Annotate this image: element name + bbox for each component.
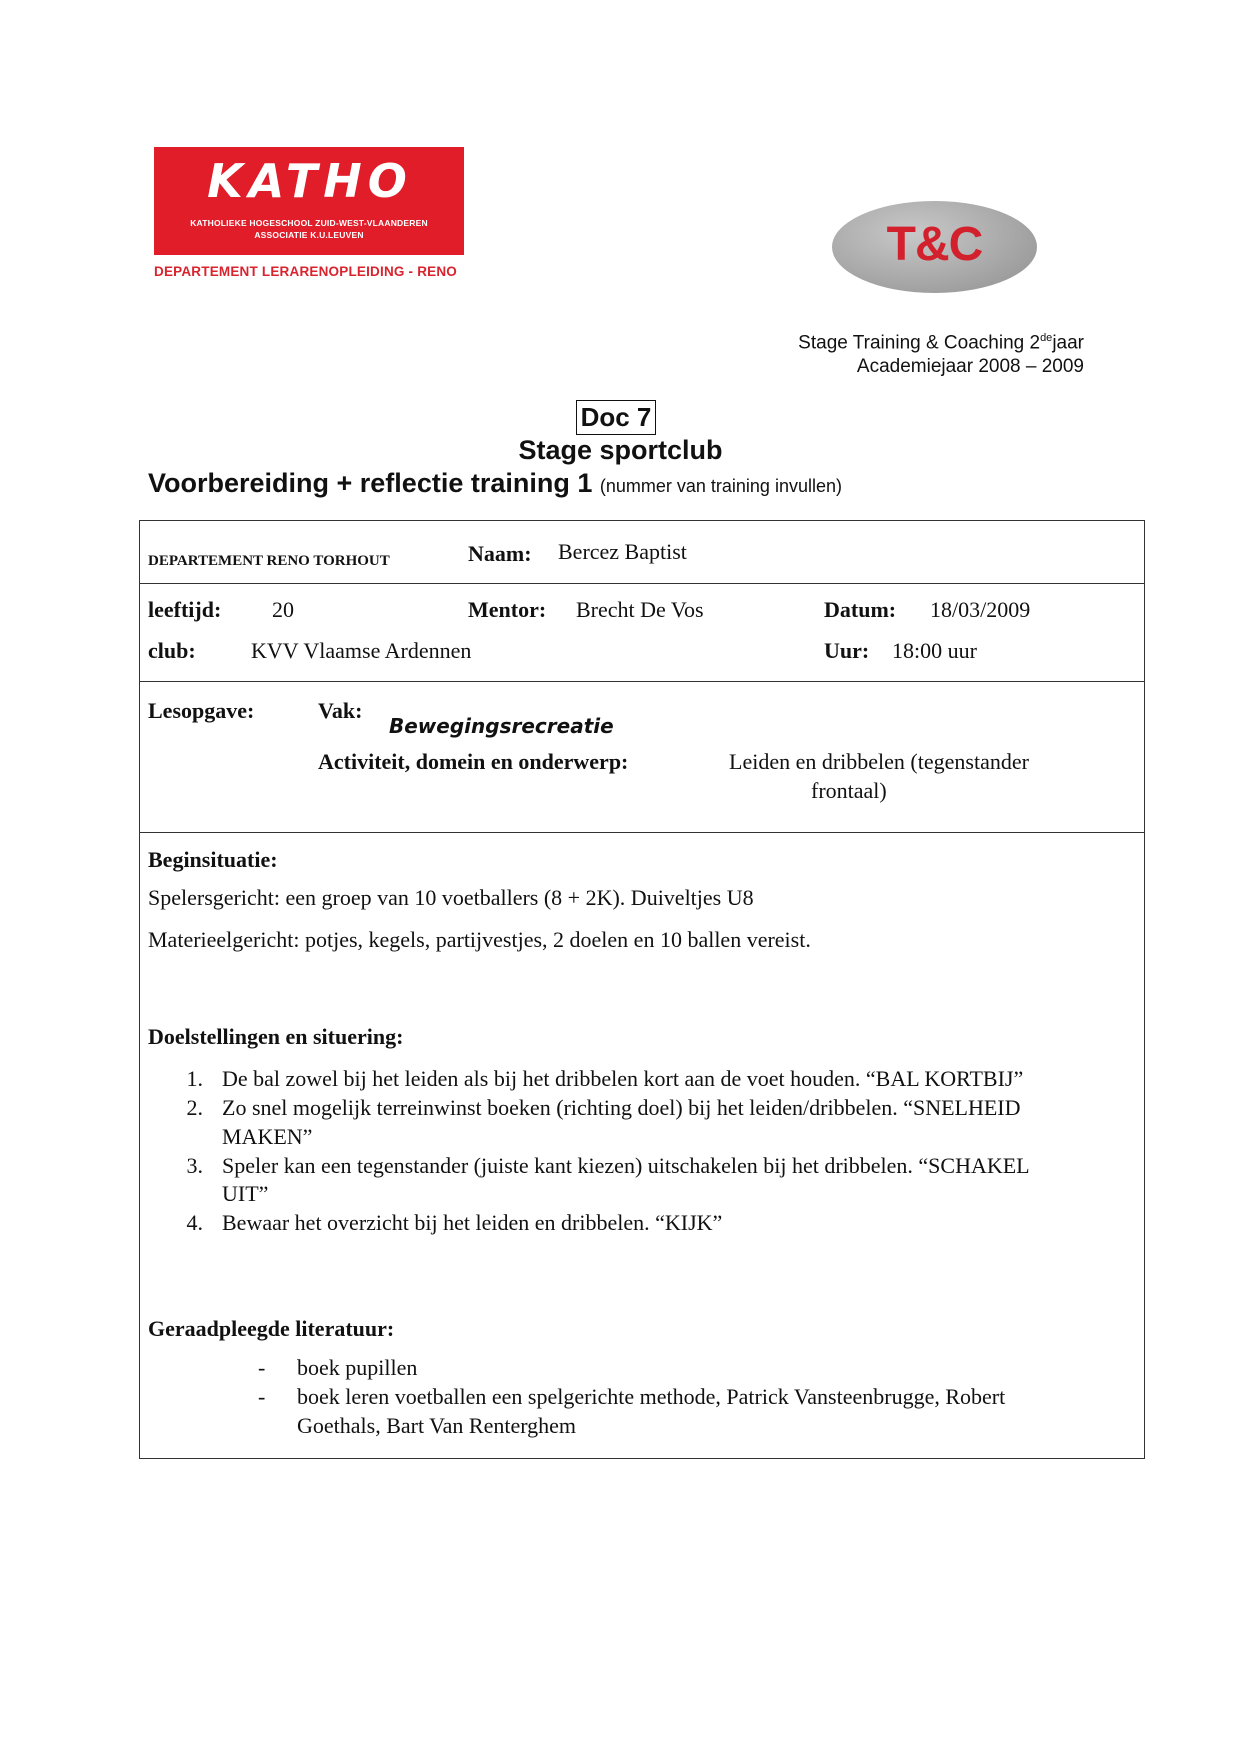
spelersgericht-text: Spelersgericht: een groep van 10 voetballers (8 + 2K). Duiveltjes U8 <box>148 885 754 910</box>
goal-text: Bewaar het overzicht bij het leiden en dribbelen. “KIJK” <box>222 1210 723 1235</box>
course-name <box>798 326 1084 355</box>
katho-department: DEPARTEMENT LERARENOPLEIDING - RENO <box>154 264 458 279</box>
row-divider <box>140 681 1144 682</box>
materieelgericht-text: Materieelgericht: potjes, kegels, partijvestjes, 2 doelen en 10 ballen vereist. <box>148 927 811 952</box>
mentor-value: Brecht De Vos <box>576 597 704 622</box>
leeftijd-value: 20 <box>272 597 294 622</box>
course-suffix: jaar <box>1052 332 1084 354</box>
uur-label: Uur: <box>824 638 870 663</box>
goal-text: Speler kan een tegenstander (juiste kant kiezen) uitschakelen bij het dribbelen. “SCHAKEL <box>222 1153 1030 1178</box>
doc-number: Doc 7 <box>576 400 656 435</box>
activiteit-value-line1: Leiden en dribbelen (tegenstander <box>729 749 1029 774</box>
row-divider <box>140 583 1144 584</box>
katho-logo-line1: KATHOLIEKE HOGESCHOOL ZUID-WEST-VLAANDEREN <box>190 218 428 228</box>
lesopgave-label: Lesopgave: <box>148 698 255 723</box>
tc-logo <box>832 201 1037 293</box>
club-label: club: <box>148 638 196 663</box>
literature-text: boek pupillen <box>297 1355 418 1380</box>
vak-value: Bewegingsrecreatie <box>389 714 614 738</box>
subtitle-note: (nummer van training invullen) <box>599 476 842 496</box>
katho-logo <box>154 147 464 284</box>
doelstellingen-label: Doelstellingen en situering: <box>148 1024 404 1049</box>
course-sup: de <box>1040 332 1053 344</box>
datum-value: 18/03/2009 <box>930 597 1031 622</box>
activiteit-label: Activiteit, domein en onderwerp: <box>318 749 629 774</box>
goal-text-continued: UIT” <box>222 1181 269 1206</box>
goal-text: De bal zowel bij het leiden als bij het dribbelen kort aan de voet houden. “BAL KORTBIJ” <box>222 1066 1024 1091</box>
course-header <box>798 326 1084 379</box>
goal-text: Zo snel mogelijk terreinwinst boeken (richting doel) bij het leiden/dribbelen. “SNELHEID <box>222 1095 1021 1120</box>
page-title: Stage sportclub <box>518 435 723 465</box>
katho-logo-box <box>154 147 464 255</box>
tc-logo-text: T&C <box>886 218 983 271</box>
katho-logo-word: KATHO <box>207 154 413 208</box>
literatuur-label: Geraadpleegde literatuur: <box>148 1316 395 1341</box>
naam-value: Bercez Baptist <box>558 539 687 564</box>
beginsituatie-label: Beginsituatie: <box>148 847 278 872</box>
datum-label: Datum: <box>824 597 897 622</box>
literature-text: boek leren voetballen een spelgerichte methode, Patrick Vansteenbrugge, Robert <box>297 1384 1006 1409</box>
mentor-label: Mentor: <box>468 597 547 622</box>
uur-value: 18:00 uur <box>892 638 977 663</box>
department-label: DEPARTEMENT RENO TORHOUT <box>148 553 390 569</box>
academic-year: Academiejaar 2008 – 2009 <box>856 356 1084 378</box>
row-divider <box>140 832 1144 833</box>
goal-number: 3. <box>186 1153 203 1178</box>
page-subtitle <box>148 468 842 499</box>
naam-label: Naam: <box>468 541 532 566</box>
course-prefix: Stage Training & Coaching 2 <box>798 332 1041 354</box>
goal-number: 4. <box>186 1210 203 1235</box>
vak-label: Vak: <box>318 698 363 723</box>
literature-bullet: - <box>258 1355 266 1380</box>
leeftijd-label: leeftijd: <box>148 597 222 622</box>
goal-text-continued: MAKEN” <box>222 1124 313 1149</box>
training-form <box>139 520 1145 1459</box>
goal-number: 2. <box>186 1095 203 1120</box>
activiteit-value-line2: frontaal) <box>811 778 887 803</box>
katho-logo-line2: ASSOCIATIE K.U.LEUVEN <box>254 230 364 240</box>
club-value: KVV Vlaamse Ardennen <box>251 638 472 663</box>
subtitle-main: Voorbereiding + reflectie training 1 <box>148 468 593 498</box>
literature-text-continued: Goethals, Bart Van Renterghem <box>297 1413 577 1438</box>
goal-number: 1. <box>186 1066 203 1091</box>
literature-bullet: - <box>258 1384 266 1409</box>
